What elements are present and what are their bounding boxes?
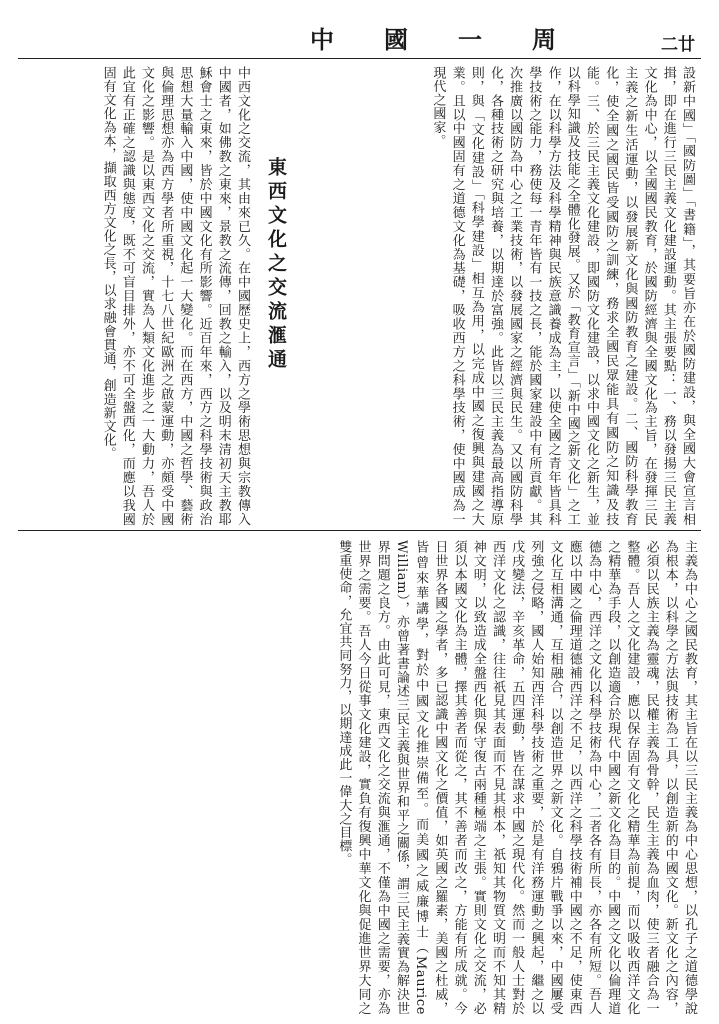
masthead [288, 20, 584, 55]
masthead-char: 周 [532, 25, 562, 54]
masthead-char: 國 [384, 25, 414, 54]
lower-text-block: 主義為中心之國民教育，其主旨在以三民主義為中心思想，以孔子之道德學說為根本，以科學之方法與技術為工具，以創造新的中國文化。新文化之內容，必須以民族主義為靈魂，民權主義為骨幹，民生主義為血肉，使三者融合為一整體。吾人之文化建設，應以保存固有文化之精華為前提，而以吸收西洋文化之精華為手段，以創造適合於現代中國之新文化為目的。中國之文化以倫理道德為中心，西洋之文化以科學技術為中心，二者各有所長，亦各有所短。吾人應以中國之倫理道德補西洋之不足，以西洋之科學技術補中國之不足，使東西文化互相溝通，互相融合，以創造世界之新文化。自鴉片戰爭以來，中國屢受列強之侵略，國人始知西洋科學技術之重要，於是有洋務運動之興起，繼之以戊戌變法，辛亥革命，五四運動，皆在謀求中國之現代化。然而一般人士對於西洋文化之認識，往往祇見其表面而不見其根本，祇知其物質文明而不知其精神文明，以致造成全盤西化與保守復古兩種極端之主張。實則文化之交流，必須以本國文化為主體，擇其善者而從之，其不善者而改之，方能有所成就。今日世界各國之學者，多已認識中國文化之價值，如英國之羅素，美國之杜威，皆曾來華講學，對於中國文化推崇備至。而美國之威廉博士（Maurice William），亦曾著書論述三民主義與世界和平之關係，謂三民主義實為解決世界問題之良方。由此可見，東西文化之交流與滙通，不僅為中國之需要，亦為世界之需要。吾人今日從事文化建設，實負有復興中華文化與促進世界大同之雙重使命，允宜共同努力，以期達成此一偉大之目標。 [336, 540, 697, 1015]
section-rule [18, 530, 701, 531]
upper-left-text-block: 中西文化之交流，其由來已久。在中國歷史上，西方之學術思想與宗教傳入中國者，如佛教之東來，景教之流傳，回教之輸入，以及明末清初天主教耶穌會士之東來，皆於中國文化有所影響。近百年來，西方之科學技術與政治思想大量輸入中國，使中國文化起一大變化。而在西方，中國之哲學、藝術與倫理思想亦為西方學者所重視，十七八世紀歐洲之啟蒙運動，亦頗受中國文化之影響。是以東西文化之交流，實為人類文化進步之一大動力，吾人於此宜有正確之認識與態度，既不可盲目排外，亦不可全盤西化，而應以我國固有文化為本，擷取西方文化之長，以求融會貫通，創造新文化。 [100, 66, 250, 526]
page-number: 二廿 [661, 35, 695, 55]
page-header [18, 14, 701, 58]
masthead-char: 一 [458, 25, 488, 54]
upper-right-text-block: 設新中國」「國防圖」「書籍」，其要旨亦在於國防建設，與全國大會宣言相揖，即在進行三民主義文化建設運動。其主張要點：一、務以發揚三民主義文化為中心，以全國國民教育，於國防經濟與全國文化為主旨，在發揮三民主義之新生活運動，以發展新文化與國防教育之建設。二、國防科學教育化，使全國之國民皆受國防之訓練，務求全國民眾能具有國防之知識及技能。三、於三民主義文化建設，即國防文化建設，以求中國文化之新生，並以科學知識及技能之全體化發展。又於「教育宣言」「新中國之新文化」之工作，在以科學方法及科學精神與民族意識養成為主，以使全國之青年皆具科學技術之能力，務使每一青年皆有一技之長，能於國家建設中有所貢獻。其次推廣以國防為中心之工業技術，以發展國家之經濟與民生。又以國防科學化，各種技術之研究與培養，以期達於富強。此皆以三民主義為最高指導原則，與「文化建設」「科學建設」相互為用，以完成中國之復興與建國之大業。且以中國固有之道德文化為基礎，吸收西方之科學技術，使中國成為一現代之國家。 [430, 66, 695, 526]
masthead-char: 中 [310, 25, 340, 54]
header-rule [18, 58, 701, 59]
article-title: 東西文化之交流滙通 [265, 157, 287, 373]
